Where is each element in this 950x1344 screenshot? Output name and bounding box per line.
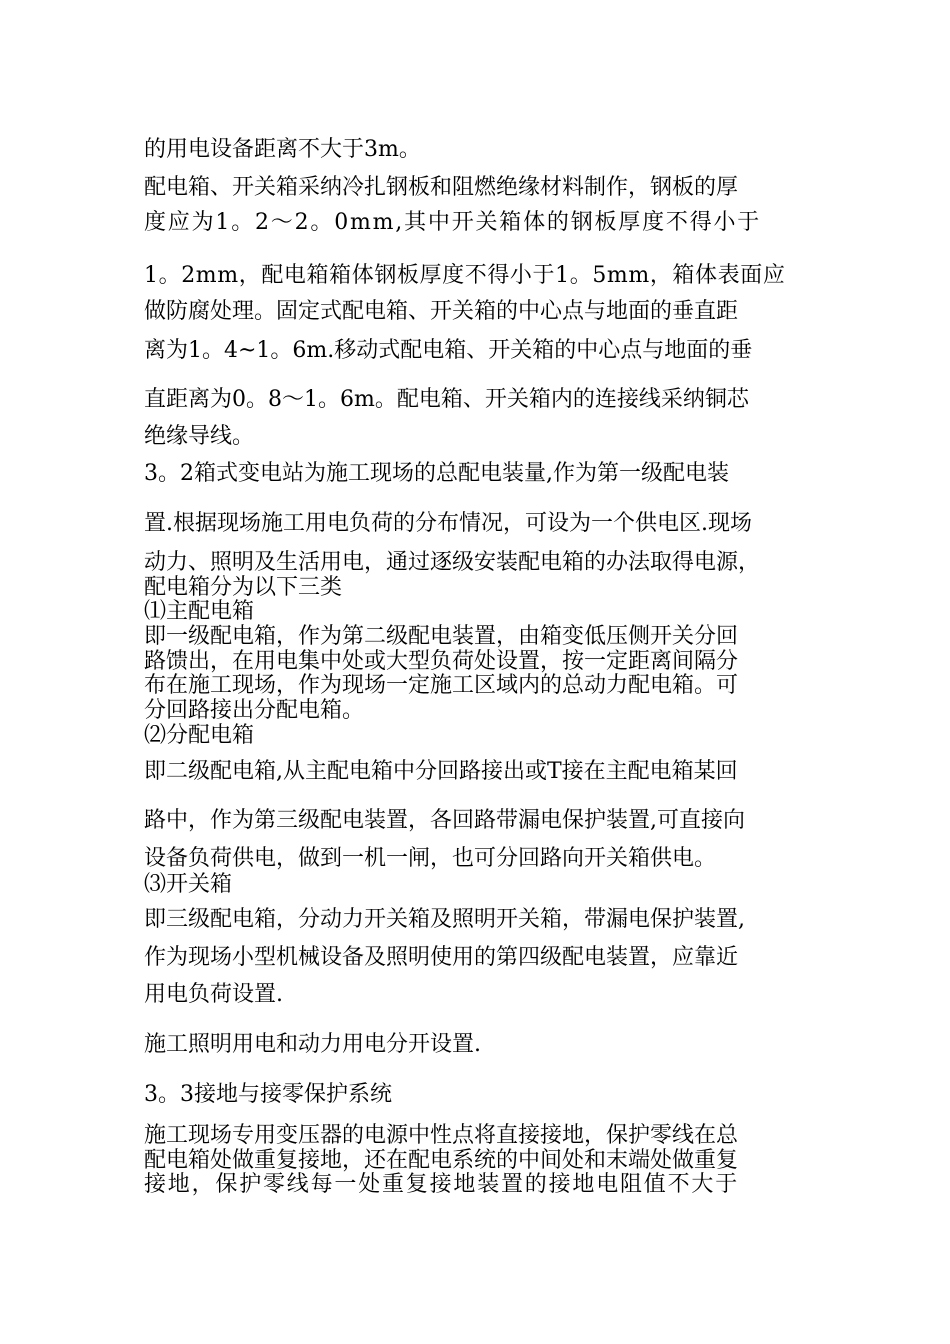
text-line: 路馈出，在用电集中处或大型负荷处设置，按一定距离间隔分 [144, 649, 739, 674]
text-line: 配电箱处做重复接地，还在配电系统的中间处和末端处做重复 [144, 1148, 739, 1173]
text-line: 分回路接出分配电箱。 [144, 698, 365, 723]
text-line: 1。2mm，配电箱箱体钢板厚度不得小于1。5mm，箱体表面应 [144, 263, 786, 288]
text-line: 动力、照明及生活用电，通过逐级安装配电箱的办法取得电源， [144, 550, 761, 575]
text-line: 即一级配电箱，作为第二级配电装置，由箱变低压侧开关分回 [144, 624, 739, 649]
text-line: 直距离为0。8～1。6m。配电箱、开关箱内的连接线采纳铜芯 [144, 387, 749, 412]
text-line: 度应为1。2～2。0mm,其中开关箱体的钢板厚度不得小于 [144, 210, 762, 235]
text-line: 即二级配电箱,从主配电箱中分回路接出或T接在主配电箱某回 [144, 759, 738, 784]
text-line: 3。2箱式变电站为施工现场的总配电装量,作为第一级配电装 [144, 461, 729, 486]
text-line: 施工照明用电和动力用电分开设置. [144, 1032, 481, 1057]
text-line: 配电箱、开关箱采纳冷扎钢板和阻燃绝缘材料制作，钢板的厚 [144, 175, 739, 200]
section-heading: ⑵分配电箱 [144, 723, 255, 748]
text-line: 的用电设备距离不大于3m。 [144, 137, 421, 162]
text-line: 离为1。4~1。6m.移动式配电箱、开关箱的中心点与地面的垂 [144, 338, 753, 363]
text-line: 路中，作为第三级配电装置，各回路带漏电保护装置,可直接向 [144, 808, 745, 833]
text-line: 设备负荷供电，做到一机一闸，也可分回路向开关箱供电。 [144, 846, 717, 871]
text-line: 作为现场小型机械设备及照明使用的第四级配电装置，应靠近 [144, 945, 739, 970]
text-line: 布在施工现场，作为现场一定施工区域内的总动力配电箱。可 [144, 673, 739, 698]
text-line: 施工现场专用变压器的电源中性点将直接接地，保护零线在总 [144, 1123, 739, 1148]
text-line: 即三级配电箱，分动力开关箱及照明开关箱，带漏电保护装置, [144, 907, 745, 932]
section-heading: 3。3接地与接零保护系统 [144, 1082, 392, 1107]
text-line: 用电负荷设置. [144, 982, 283, 1007]
section-heading: ⑶开关箱 [144, 872, 233, 897]
text-line: 接地，保护零线每一处重复接地装置的接地电阻值不大于 [144, 1172, 740, 1197]
text-line: 配电箱分为以下三类 [144, 575, 343, 600]
text-line: 绝缘导线。 [144, 424, 255, 449]
text-line: 做防腐处理。固定式配电箱、开关箱的中心点与地面的垂直距 [144, 299, 739, 324]
section-heading: ⑴主配电箱 [144, 599, 255, 624]
text-line: 置.根据现场施工用电负荷的分布情况，可设为一个供电区.现场 [144, 511, 752, 536]
